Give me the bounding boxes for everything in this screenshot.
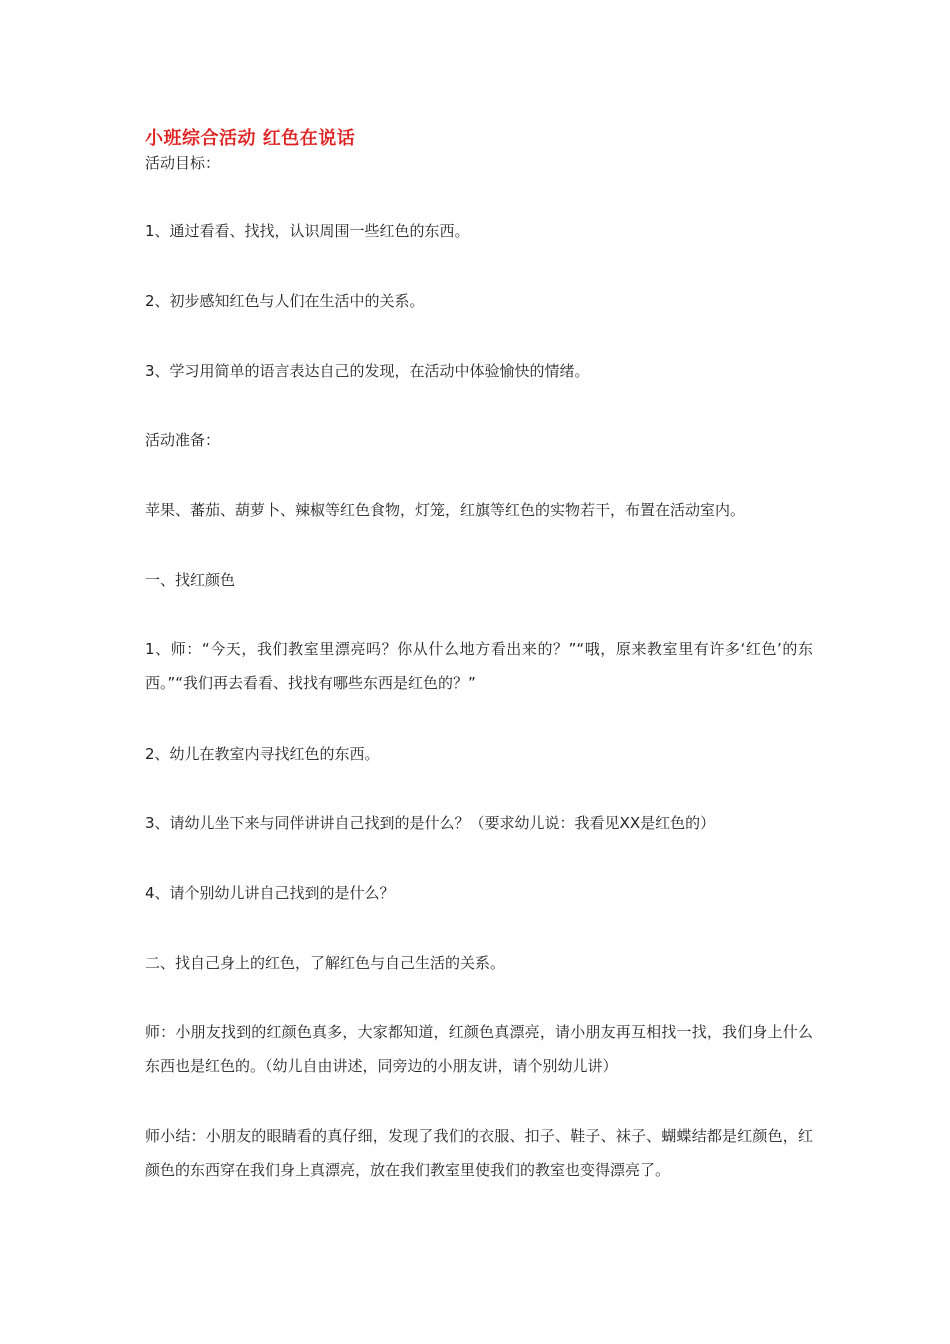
- prep-heading: 活动准备：: [145, 431, 221, 449]
- part1-step-4: 4、请个别幼儿讲自己找到的是什么？: [145, 884, 395, 902]
- goal-item-2: 2、初步感知红色与人们在生活中的关系。: [145, 292, 425, 310]
- part2-teacher-text: 师：小朋友找到的红颜色真多，大家都知道，红颜色真漂亮，请小朋友再互相找一找，我们身上什么东西也是红色的。（幼儿自由讲述，同旁边的小朋友讲，请个别幼儿讲）: [145, 1023, 813, 1075]
- goals-heading: 活动目标：: [145, 154, 221, 172]
- part1-step-1: 1、师：“今天，我们教室里漂亮吗？你从什么地方看出来的？”“哦，原来教室里有许多‘红色’的东西。”“我们再去看看、找找有哪些东西是红色的？”: [145, 640, 813, 692]
- part1-step-2: 2、幼儿在教室内寻找红色的东西。: [145, 745, 380, 763]
- document-title: 小班综合活动 红色在说话: [145, 128, 356, 149]
- prep-text: 苹果、蕃茄、葫萝卜、辣椒等红色食物，灯笼，红旗等红色的实物若干，布置在活动室内。: [145, 501, 746, 519]
- part1-heading: 一、找红颜色: [145, 571, 236, 589]
- goal-item-1: 1、通过看看、找找，认识周围一些红色的东西。: [145, 222, 470, 240]
- goal-item-3: 3、学习用简单的语言表达自己的发现，在活动中体验愉快的情绪。: [145, 362, 590, 380]
- part1-step-3: 3、请幼儿坐下来与同伴讲讲自己找到的是什么？（要求幼儿说：我看见XX是红色的）: [145, 814, 716, 832]
- part2-heading: 二、找自己身上的红色，了解红色与自己生活的关系。: [145, 954, 506, 972]
- part2-summary-text: 师小结：小朋友的眼睛看的真仔细，发现了我们的衣服、扣子、鞋子、袜子、蝴蝶结都是红颜色，红颜色的东西穿在我们身上真漂亮，放在我们教室里使我们的教室也变得漂亮了。: [145, 1127, 813, 1179]
